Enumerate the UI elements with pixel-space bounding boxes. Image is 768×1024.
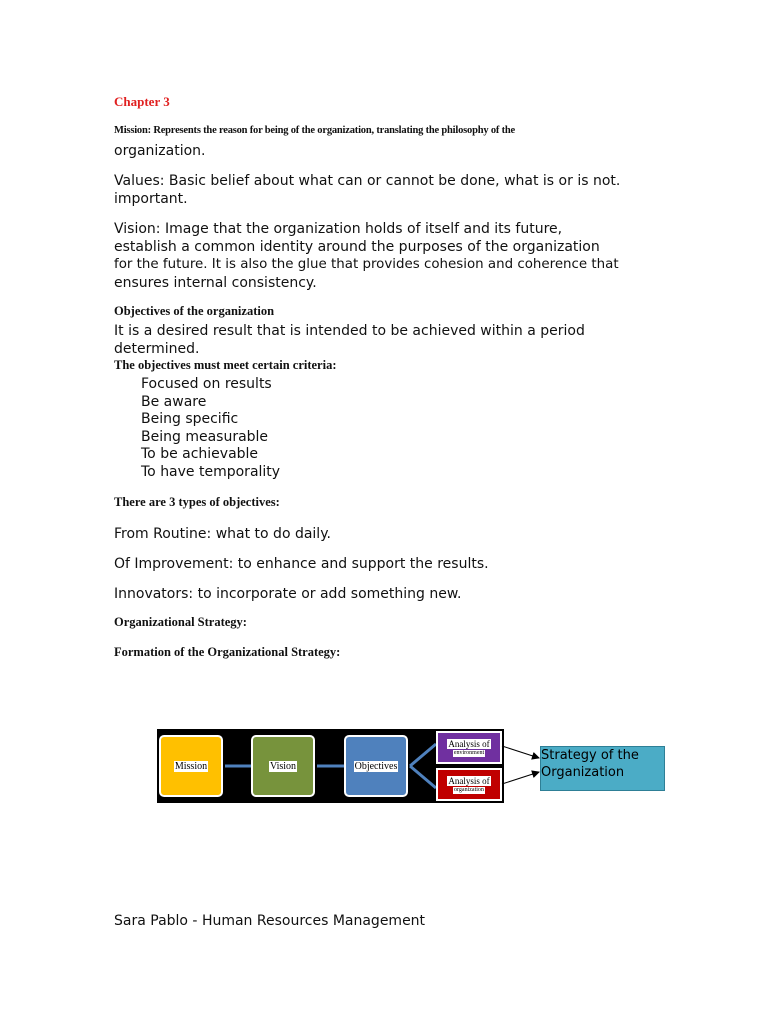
vision-line-2: establish a common identity around the purposes of the organization [114, 239, 600, 255]
criteria-item: To have temporality [141, 463, 281, 480]
vision-line-1: Vision: Image that the organization holds of itself and its future, [114, 221, 563, 237]
criteria-item: Being measurable [141, 428, 269, 445]
objectives-box: Objectives [344, 735, 408, 797]
criteria-item: Being specific [141, 411, 239, 427]
type-routine: From Routine: what to do daily. [114, 526, 331, 542]
mission-label: Mission: Represents the reason for being of the organization, translating the philosophy of the [114, 125, 516, 136]
environment-analysis-box: Analysis of environment [436, 731, 502, 764]
connector-objectives-organization [410, 766, 436, 788]
values-line-2: important. [114, 191, 188, 207]
criteria-item: Be aware [141, 393, 207, 410]
vision-line-3: for the future. It is also the glue that provides cohesion and coherence that [114, 257, 619, 272]
type-improvement: Of Improvement: to enhance and support the results. [114, 556, 489, 572]
organization-analysis-box: Analysis of organization [436, 768, 502, 801]
objectives-line-1: It is a desired result that is intended to be achieved within a period [114, 323, 585, 339]
criteria-heading: The objectives must meet certain criteria: [114, 358, 337, 372]
mission-continuation: organization. [114, 143, 206, 159]
objectives-line-2: determined. [114, 341, 200, 357]
arrow-environment-to-strategy [502, 746, 539, 758]
connector-objectives-environment [410, 744, 436, 766]
strategy-diagram [157, 729, 504, 803]
strategy-heading: Organizational Strategy: [114, 615, 247, 629]
criteria-item: To be achievable [141, 446, 259, 462]
criteria-item: Focused on results [141, 376, 272, 392]
values-line-1: Values: Basic belief about what can or cannot be done, what is or is not. [114, 173, 621, 189]
objectives-heading: Objectives of the organization [114, 304, 275, 318]
arrow-organization-to-strategy [502, 772, 539, 784]
type-innovators: Innovators: to incorporate or add something new. [114, 586, 462, 602]
types-heading: There are 3 types of objectives: [114, 495, 280, 509]
diagram-arrows [500, 740, 545, 790]
strategy-result-box: Strategy of the Organization [540, 746, 665, 791]
formation-heading: Formation of the Organizational Strategy: [114, 645, 341, 659]
footer-text: Sara Pablo - Human Resources Management [114, 913, 426, 929]
chapter-title: Chapter 3 [114, 94, 170, 109]
mission-box: Mission [159, 735, 223, 797]
vision-line-4: ensures internal consistency. [114, 275, 317, 291]
vision-box: Vision [251, 735, 315, 797]
